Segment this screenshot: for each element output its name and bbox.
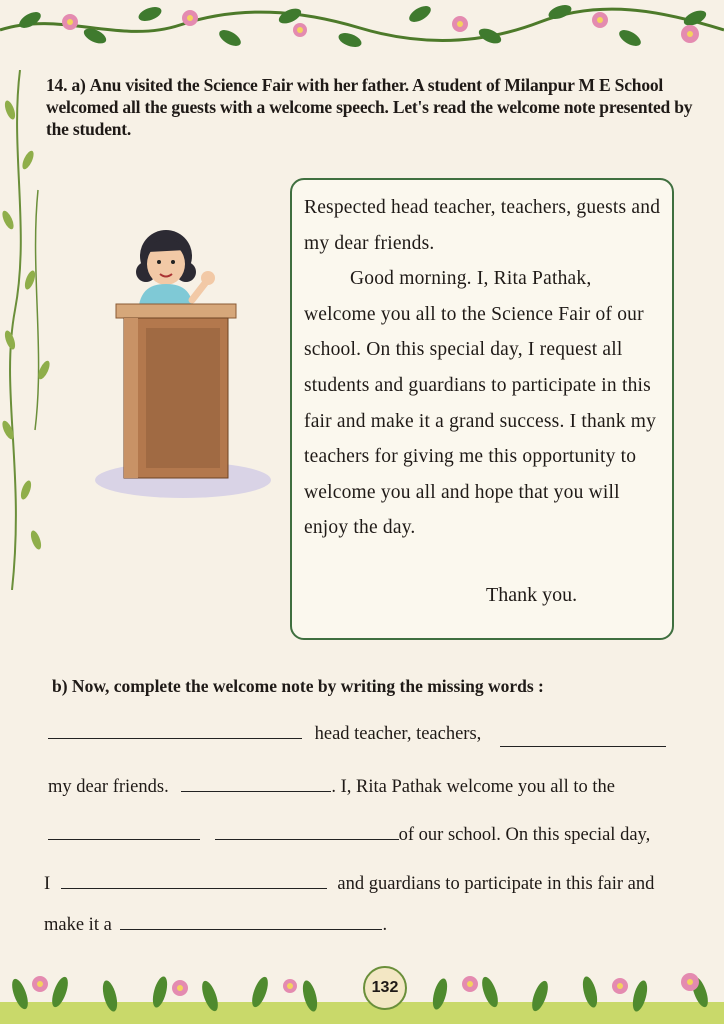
vine-decoration-left [0,70,70,590]
floral-border-top [0,0,724,60]
fill-line-2-text-a: my dear friends. [48,777,169,797]
welcome-note-text [304,190,662,546]
fill-line-2 [48,777,615,798]
welcome-note-closing: Thank you. [486,584,578,606]
fill-line-4-text: and guardians to participate in this fair and [337,874,655,894]
question-number: 14. a) [46,75,86,95]
welcome-note-salutation: Respected head teacher, teachers, guests and my dear friends. [304,197,661,254]
blank-input[interactable] [61,887,327,889]
question-text: Anu visited the Science Fair with her father. A student of Milanpur M E School welcomed all the guests with a welcome speech. Let's read the welcome note presented by the student. [46,75,693,139]
fill-line-2-text-b: . I, Rita Pathak welcome you all to the [331,777,615,797]
fill-line-5-start: make it a [44,915,112,935]
girl-at-podium-illustration [88,222,278,502]
fill-line-1 [48,724,666,747]
blank-input[interactable] [48,737,302,739]
page-number: 132 [363,966,407,1010]
question-14a [46,74,698,140]
blank-input[interactable] [181,790,331,792]
floral-border-bottom [0,954,724,1024]
welcome-note-body: Good morning. I, Rita Pathak, welcome you all to the Science Fair of our school. On this special day, I request all students and guardians to participate in this fair and make it a grand success. I thank my teachers for giving me this opportunity to welcome you all and hope that you will enjoy the day. [304,268,657,539]
part-b-instruction: b) Now, complete the welcome note by writing the missing words : [52,676,544,696]
blank-input[interactable] [120,928,382,930]
fill-line-4-start: I [44,874,51,894]
blank-input[interactable] [48,838,200,840]
fill-line-3-text: of our school. On this special day, [398,825,651,845]
fill-line-4 [44,874,654,895]
fill-line-1-text: head teacher, teachers, [314,724,482,744]
fill-line-5 [44,915,387,936]
blank-input[interactable] [215,838,399,840]
fill-line-5-end: . [382,915,388,935]
fill-line-3 [48,825,650,846]
blank-input[interactable] [500,745,666,747]
